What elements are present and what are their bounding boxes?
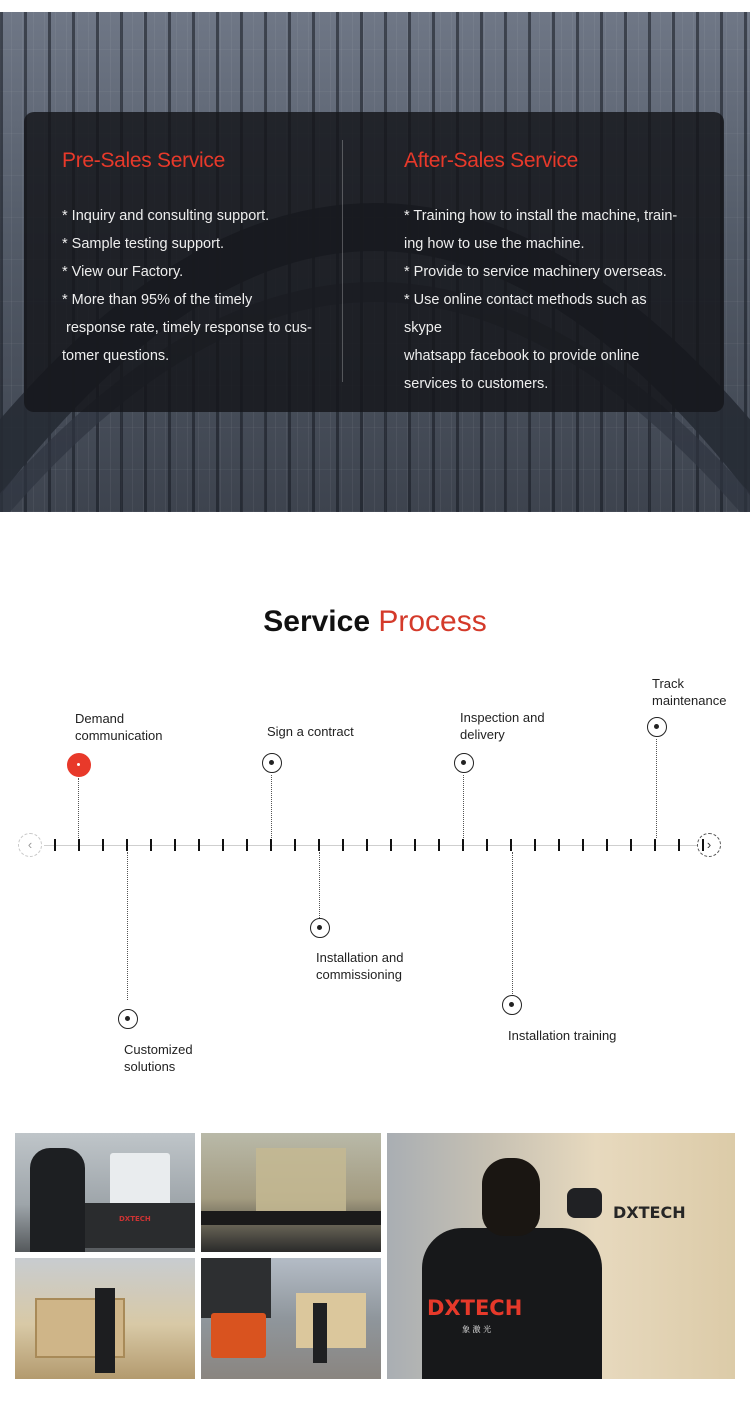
timeline-tick [270, 839, 272, 851]
photo-factory-worker-machine [15, 1133, 195, 1252]
step-connector [319, 852, 320, 918]
service-process-timeline [0, 670, 750, 1090]
photo-wooden-crate [15, 1258, 195, 1379]
step-inspection-delivery-marker[interactable] [454, 753, 474, 773]
timeline-tick [534, 839, 536, 851]
step-installation-commissioning-label: Installation and commissioning [316, 950, 404, 982]
timeline-prev-button[interactable]: ‹ [18, 833, 42, 857]
brand-logo-shirt: DXTECH [427, 1296, 523, 1320]
pre-sales-item: * Sample testing support. [62, 236, 225, 252]
timeline-tick [294, 839, 296, 851]
step-connector [463, 775, 464, 838]
timeline-axis [44, 845, 698, 846]
step-track-maintenance-label: Track maintenance [652, 676, 727, 708]
pre-sales-item: tomer questions. [62, 348, 170, 364]
service-info-panel [24, 112, 724, 412]
timeline-tick [342, 839, 344, 851]
after-sales-section [404, 146, 684, 398]
section-title [0, 600, 750, 644]
timeline-tick [630, 839, 632, 851]
hero-banner [0, 12, 750, 512]
pre-sales-title: Pre-Sales Service [62, 149, 225, 172]
after-sales-item: * Use online contact methods such as skype [404, 292, 647, 336]
pre-sales-item: * More than 95% of the timely [62, 292, 253, 308]
timeline-tick [78, 839, 80, 851]
step-sign-contract-label: Sign a contract [267, 724, 354, 739]
step-connector [512, 852, 513, 996]
timeline-tick [150, 839, 152, 851]
step-installation-training-label: Installation training [508, 1028, 617, 1043]
timeline-tick [678, 839, 680, 851]
step-demand-communication-label: Demand communication [75, 711, 163, 743]
step-customized-solutions-label: Customized solutions [124, 1042, 193, 1074]
timeline-tick [414, 839, 416, 851]
timeline-tick [222, 839, 224, 851]
timeline-tick [102, 839, 104, 851]
brand-logo-crate: DXTECH [613, 1203, 686, 1222]
shirt-subtitle: 象 激 光 [462, 1325, 492, 1334]
photo-worker-marking-crate [387, 1133, 735, 1379]
step-connector [271, 775, 272, 838]
step-installation-commissioning-marker[interactable] [310, 918, 330, 938]
timeline-tick [582, 839, 584, 851]
timeline-tick [558, 839, 560, 851]
title-accent: Process [378, 605, 487, 638]
pre-sales-item: * View our Factory. [62, 264, 184, 280]
timeline-tick [390, 839, 392, 851]
step-connector [78, 778, 79, 838]
title-bold: Service [263, 605, 371, 638]
step-connector [127, 852, 128, 1000]
pre-sales-item: response rate, timely response to cus- [62, 320, 312, 336]
after-sales-title: After-Sales Service [404, 149, 579, 172]
timeline-tick [438, 839, 440, 851]
photo-wrapped-machine [201, 1133, 381, 1252]
brand-logo-small: DXTECH [119, 1215, 151, 1223]
after-sales-item: services to customers. [404, 376, 549, 392]
after-sales-item: ing how to use the machine. [404, 236, 585, 252]
timeline-tick [486, 839, 488, 851]
step-track-maintenance-marker[interactable] [647, 717, 667, 737]
step-customized-solutions-marker[interactable] [118, 1009, 138, 1029]
after-sales-item: whatsapp facebook to provide online [404, 348, 640, 364]
timeline-tick [126, 839, 128, 851]
step-demand-communication-marker[interactable] [67, 753, 91, 777]
step-installation-training-marker[interactable] [502, 995, 522, 1015]
timeline-tick [54, 839, 56, 851]
step-inspection-delivery-label: Inspection and delivery [460, 710, 545, 742]
timeline-tick [510, 839, 512, 851]
after-sales-item: * Provide to service machinery overseas. [404, 264, 667, 280]
after-sales-item: * Training how to install the machine, train- [404, 208, 678, 224]
photo-forklift-loading [201, 1258, 381, 1379]
timeline-tick [174, 839, 176, 851]
timeline-tick [318, 839, 320, 851]
timeline-tick [198, 839, 200, 851]
timeline-next-button[interactable]: › [697, 833, 721, 857]
timeline-tick [366, 839, 368, 851]
pre-sales-item: * Inquiry and consulting support. [62, 208, 270, 224]
timeline-tick [246, 839, 248, 851]
timeline-tick [654, 839, 656, 851]
pre-sales-section [62, 146, 332, 370]
timeline-tick [462, 839, 464, 851]
step-connector [656, 739, 657, 838]
timeline-tick [606, 839, 608, 851]
step-sign-contract-marker[interactable] [262, 753, 282, 773]
panel-divider [342, 140, 343, 382]
